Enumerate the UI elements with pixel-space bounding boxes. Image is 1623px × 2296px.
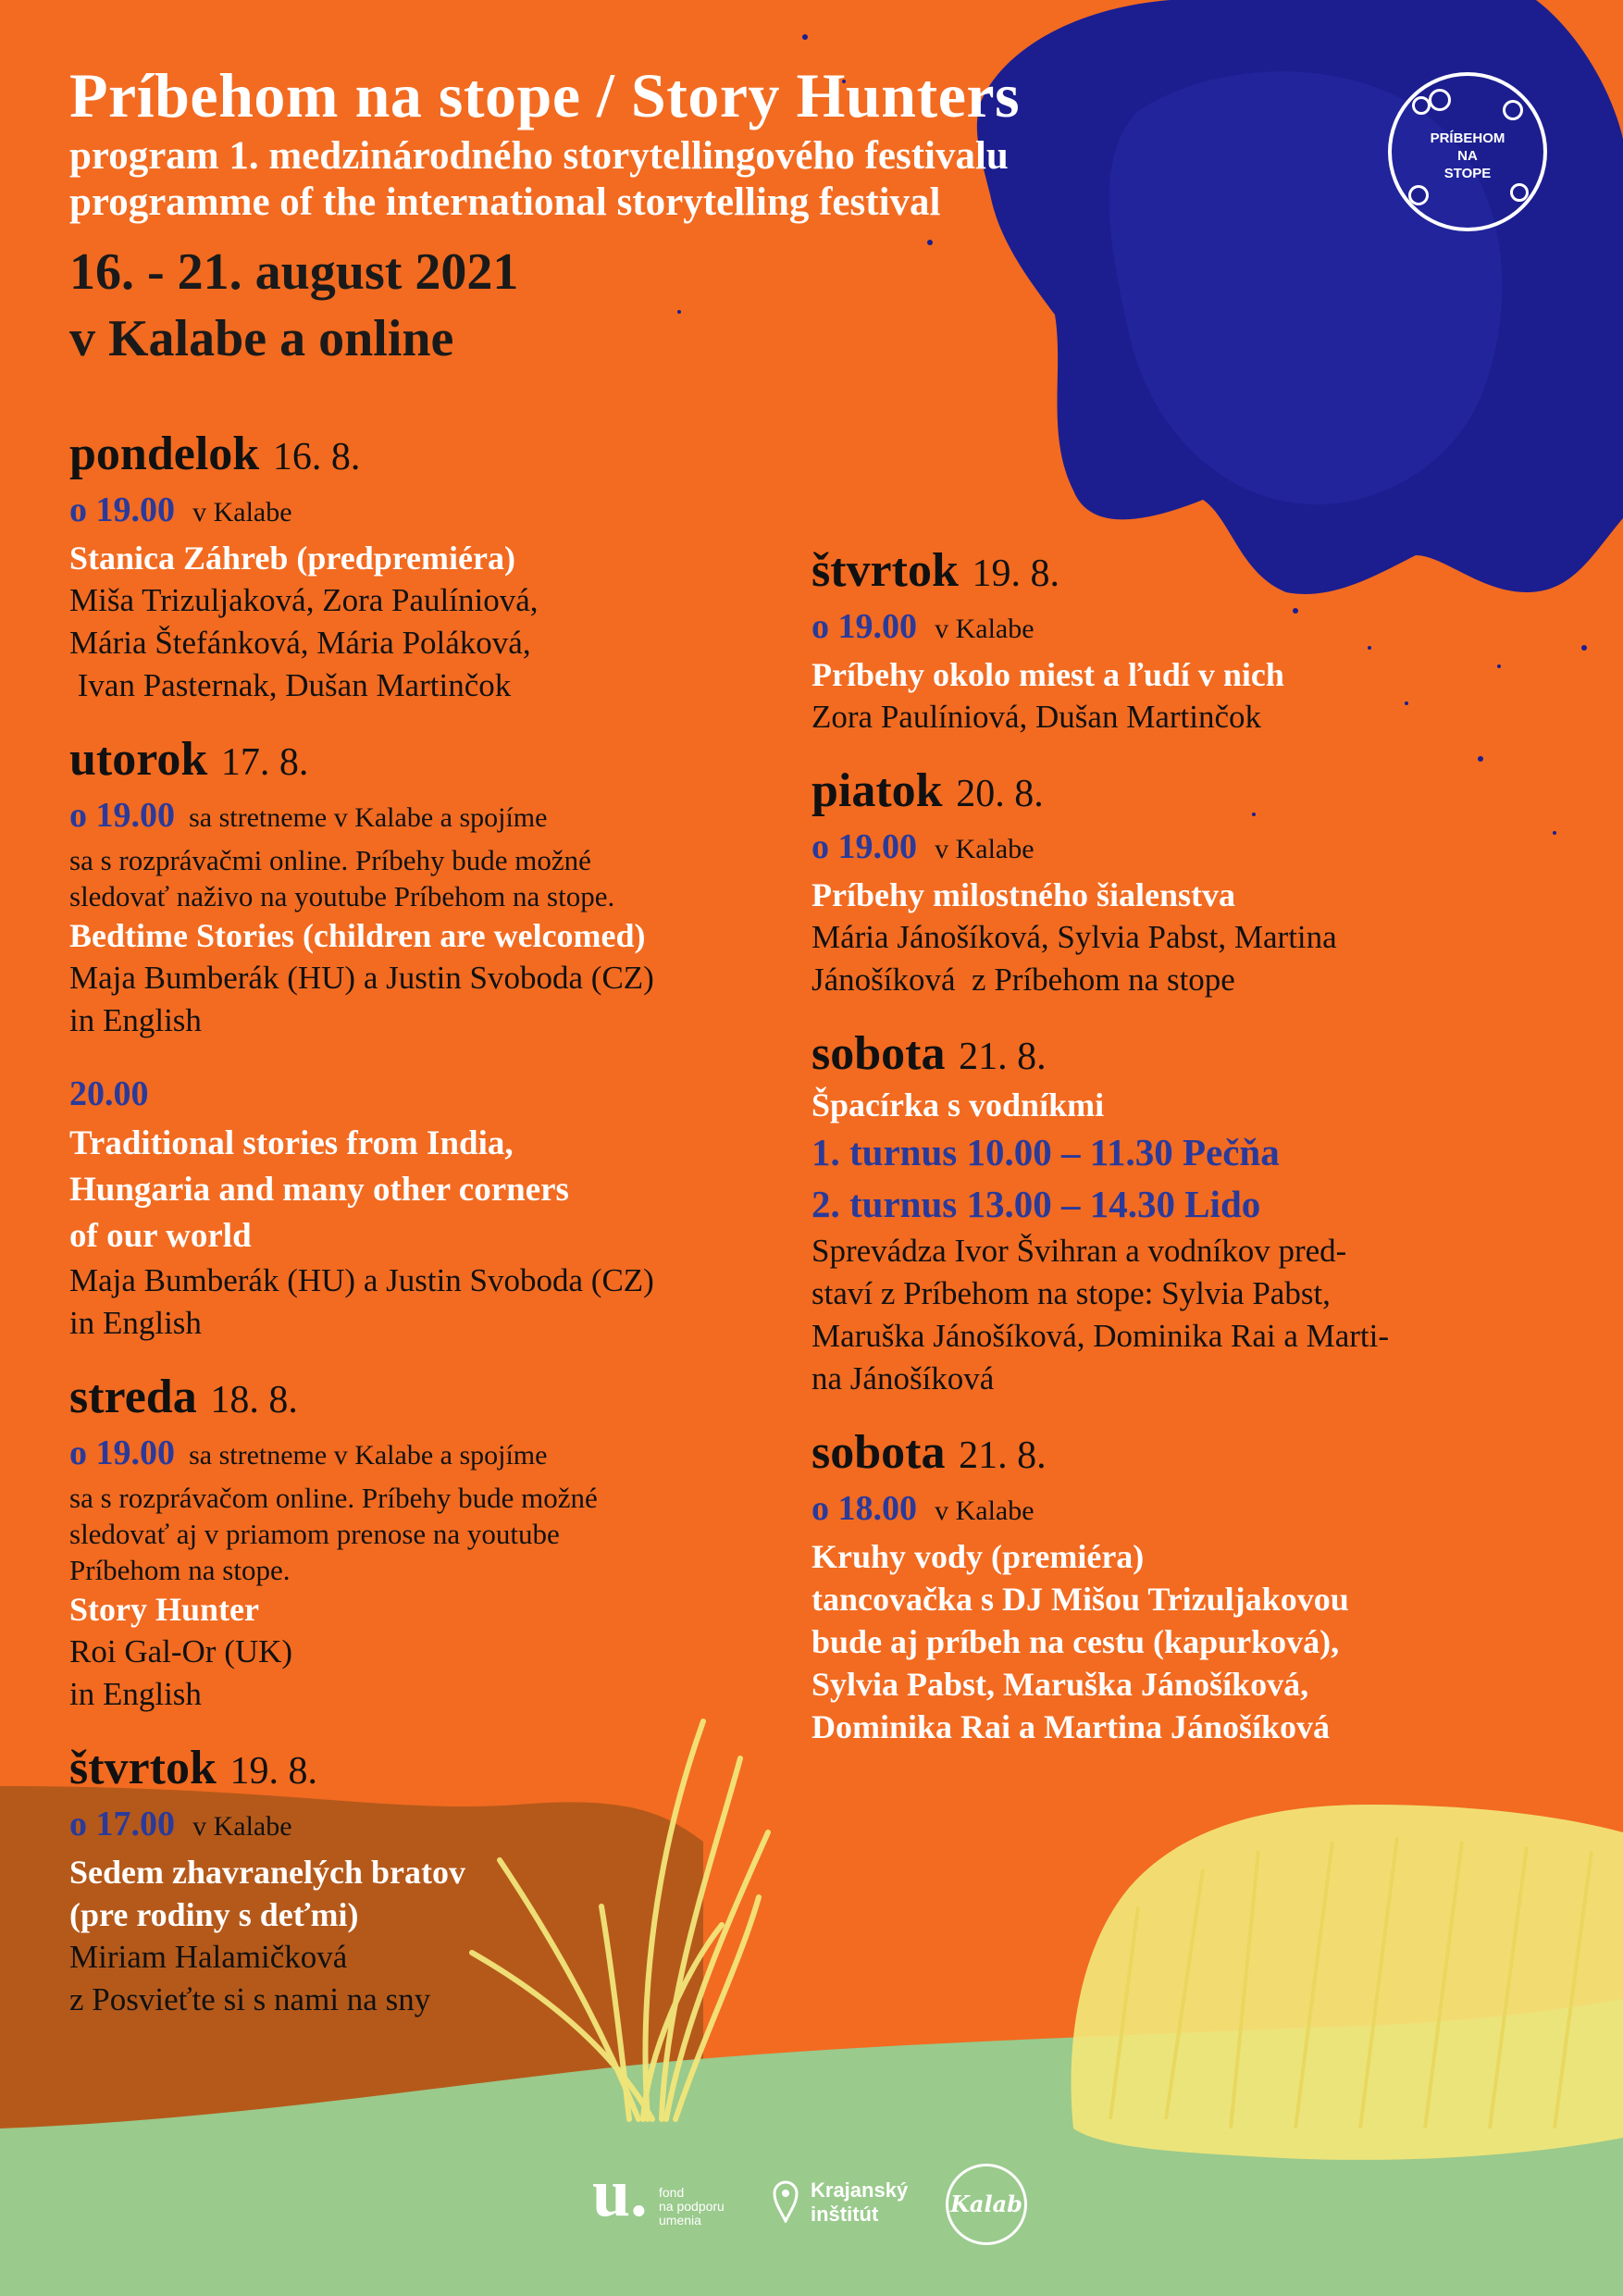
performers-line: Miša Trizuljaková, Zora Paulíniová,	[69, 582, 539, 618]
event-title-line: Traditional stories from India,	[69, 1124, 514, 1162]
event-title: Stanica Záhreb (predpremiéra)	[69, 540, 515, 577]
program-right-column	[812, 544, 1542, 1748]
performers-line: Ivan Pasternak, Dušan Martinčok	[69, 667, 512, 703]
program-left-column	[69, 428, 791, 2021]
performers-line: Jánošíková z Príbehom na stope	[812, 962, 1235, 998]
festival-venue: v Kalabe a online	[69, 310, 454, 367]
event-time: o 18.00	[812, 1489, 917, 1528]
performers-line: Mária Jánošíková, Sylvia Pabst, Martina	[812, 919, 1337, 955]
event-title: Špacírka s vodníkmi	[812, 1086, 1105, 1123]
fund-text-line: na podporu	[659, 2199, 725, 2214]
event-time-line	[812, 606, 1542, 653]
logo-line2: NA	[1457, 148, 1478, 164]
subtitle-sk: program 1. medzinárodného storytellingového festivalu	[69, 134, 1009, 178]
event-time-line	[69, 1804, 791, 1851]
event-time: o 17.00	[69, 1805, 175, 1843]
event-description-line: sledovať aj v priamom prenose na youtube	[69, 1518, 560, 1550]
performers-line: Maja Bumberák (HU) a Justin Svoboda (CZ)	[69, 960, 654, 996]
logo-dot	[1408, 185, 1429, 205]
event-description-line: sledovať naživo na youtube Príbehom na stope.	[69, 880, 615, 912]
day-name: piatok	[812, 764, 943, 817]
event-place: v Kalabe	[935, 834, 1035, 864]
event-title-line: Hungaria and many other corners	[69, 1171, 569, 1209]
day-name: utorok	[69, 733, 208, 786]
performers-line: Maja Bumberák (HU) a Justin Svoboda (CZ)	[69, 1262, 654, 1298]
day-heading	[69, 428, 791, 484]
day-heading	[69, 1742, 791, 1798]
festival-logo	[1388, 72, 1547, 231]
performers-line: Maruška Jánošíková, Dominika Rai a Marti-	[812, 1318, 1390, 1354]
event-time: o 19.00	[69, 490, 175, 529]
fund-logo-letter: u.	[592, 2155, 648, 2231]
walk-slot: 1. turnus 10.00 – 11.30 Pečňa	[812, 1131, 1280, 1173]
day-thursday-family	[69, 1742, 791, 2021]
day-monday	[69, 428, 791, 707]
event-time: o 19.00	[69, 1433, 175, 1472]
day-date: 16. 8.	[272, 436, 361, 478]
day-name: sobota	[812, 1027, 946, 1080]
performers-line: Sprevádza Ivor Švihran a vodníkov pred-	[812, 1233, 1347, 1269]
festival-dates: 16. - 21. august 2021	[69, 243, 519, 301]
location-pin-icon	[772, 2178, 799, 2223]
day-date: 20. 8.	[956, 773, 1044, 815]
day-heading	[69, 1371, 791, 1427]
logo-text	[1392, 130, 1543, 182]
event-title: Bedtime Stories (children are welcomed)	[69, 917, 646, 954]
day-heading	[812, 544, 1542, 601]
event-time-line	[69, 1074, 791, 1121]
sponsor-logos	[592, 2156, 1073, 2249]
event-place: v Kalabe	[935, 1496, 1035, 1526]
event-title: Príbehy milostného šialenstva	[812, 876, 1236, 913]
day-heading	[812, 1027, 1542, 1084]
performers-line: in English	[69, 1305, 202, 1341]
day-tuesday	[69, 733, 791, 1345]
performers-line: Mária Štefánková, Mária Poláková,	[69, 625, 531, 661]
event-time: o 19.00	[812, 827, 917, 866]
institute-line: inštitút	[811, 2203, 879, 2226]
performers-line: Zora Paulíniová, Dušan Martinčok	[812, 699, 1262, 735]
performers-line: z Posvieťte si s nami na sny	[69, 1981, 431, 2017]
day-name: sobota	[812, 1426, 946, 1479]
day-date: 21. 8.	[959, 1036, 1047, 1078]
event-description-line: Príbehom na stope.	[69, 1554, 291, 1586]
performers-line: na Jánošíková	[812, 1360, 995, 1396]
event-place: v Kalabe	[935, 614, 1035, 644]
event-note: sa stretneme v Kalabe a spojíme	[189, 802, 548, 833]
day-saturday-walk	[812, 1027, 1542, 1400]
event-title-line: of our world	[69, 1217, 252, 1255]
grass-right	[1072, 1805, 1623, 2160]
event-title: Story Hunter	[69, 1591, 259, 1628]
day-name: štvrtok	[812, 544, 959, 597]
event-description-line: sa s rozprávačom online. Príbehy bude možné	[69, 1482, 598, 1514]
day-date: 21. 8.	[959, 1434, 1047, 1477]
performers-line: tancovačka s DJ Mišou Trizuljakovou	[812, 1581, 1349, 1618]
event-time-line	[69, 795, 791, 842]
event-note: sa stretneme v Kalabe a spojíme	[189, 1440, 548, 1471]
day-friday	[812, 764, 1542, 1001]
event-place: v Kalabe	[192, 1811, 292, 1842]
fund-logo-text	[659, 2186, 725, 2228]
logo-dot	[1503, 100, 1523, 120]
performers-line: staví z Príbehom na stope: Sylvia Pabst,	[812, 1275, 1331, 1311]
day-name: pondelok	[69, 428, 260, 480]
event-title: Príbehy okolo miest a ľudí v nich	[812, 656, 1284, 693]
day-wednesday	[69, 1371, 791, 1716]
day-heading	[812, 1426, 1542, 1483]
performers-line: bude aj príbeh na cestu (kapurková),	[812, 1623, 1340, 1660]
event-place: v Kalabe	[192, 497, 292, 527]
day-heading	[812, 764, 1542, 821]
institute-logo	[811, 2178, 908, 2227]
event-time-line	[812, 826, 1542, 874]
fund-text-line: umenia	[659, 2213, 701, 2228]
logo-dot	[1412, 96, 1431, 115]
institute-line: Krajanský	[811, 2178, 909, 2202]
event-title-line: (pre rodiny s deťmi)	[69, 1896, 359, 1933]
day-date: 19. 8.	[972, 552, 1059, 595]
event-time-line	[69, 1433, 791, 1480]
event-time: o 19.00	[69, 796, 175, 835]
event-time-line	[812, 1488, 1542, 1535]
logo-line1: PRÍBEHOM	[1430, 130, 1505, 146]
event-description-line: sa s rozprávačmi online. Príbehy bude možné	[69, 844, 591, 876]
kalab-logo: Kalab	[946, 2164, 1027, 2245]
page-title: Príbehom na stope / Story Hunters	[69, 60, 1021, 130]
performers-line: Roi Gal-Or (UK)	[69, 1633, 293, 1669]
event-title: Kruhy vody (premiéra)	[812, 1538, 1145, 1575]
logo-dot	[1429, 89, 1451, 111]
performers-line: Dominika Rai a Martina Jánošíková	[812, 1708, 1331, 1745]
header	[69, 57, 1346, 370]
logo-line3: STOPE	[1443, 166, 1492, 181]
logo-dot	[1510, 183, 1529, 202]
day-date: 17. 8.	[220, 741, 309, 784]
event-time-line	[69, 490, 791, 537]
day-date: 19. 8.	[229, 1750, 317, 1793]
fund-text-line: fond	[659, 2185, 685, 2200]
event-time: 20.00	[69, 1074, 149, 1113]
event-time: o 19.00	[812, 607, 917, 646]
day-thursday	[812, 544, 1542, 738]
walk-slot: 2. turnus 13.00 – 14.30 Lido	[812, 1183, 1261, 1225]
subtitle-en: programme of the international storytelling festival	[69, 180, 941, 224]
event-title-line: Sedem zhavranelých bratov	[69, 1854, 465, 1891]
performers-line: in English	[69, 1002, 202, 1038]
performers-line: Miriam Halamičková	[69, 1939, 348, 1975]
performers-line: in English	[69, 1676, 202, 1712]
performers-line: Sylvia Pabst, Maruška Jánošíková,	[812, 1666, 1309, 1703]
day-heading	[69, 733, 791, 789]
day-name: štvrtok	[69, 1742, 217, 1794]
day-saturday-evening	[812, 1426, 1542, 1748]
day-date: 18. 8.	[210, 1379, 298, 1421]
day-name: streda	[69, 1371, 197, 1423]
